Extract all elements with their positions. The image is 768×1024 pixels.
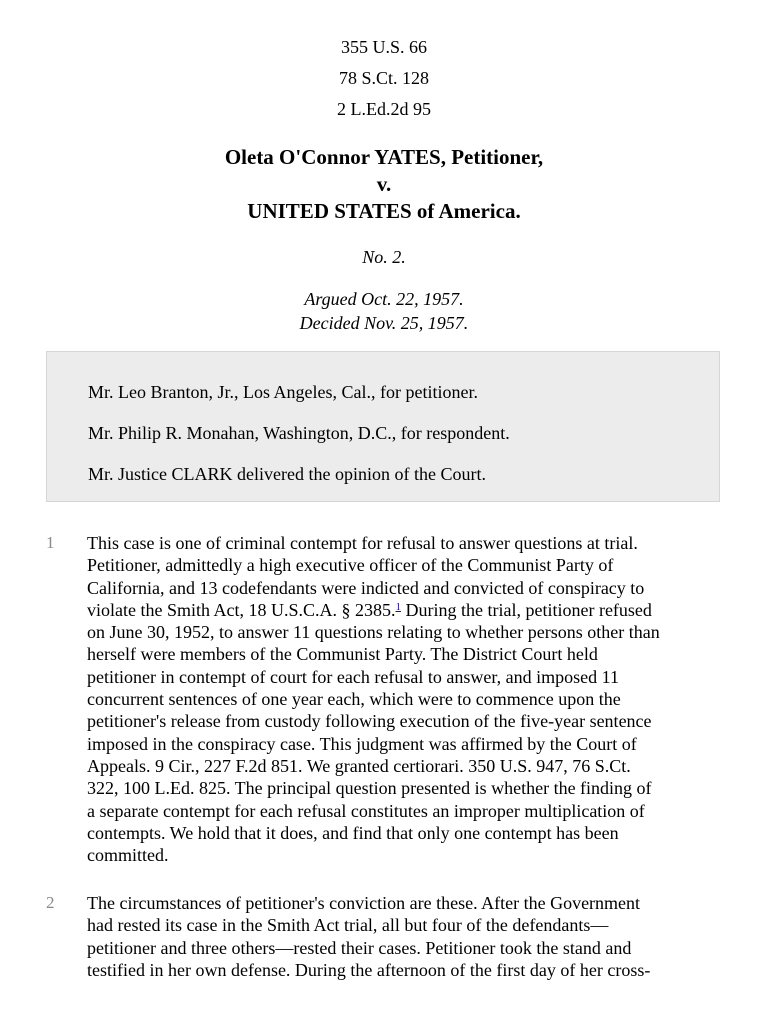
paragraph-number: 2 xyxy=(46,893,55,912)
text-line: California, and 13 codefendants were indicted and convicted of conspiracy to xyxy=(87,577,645,598)
docket-number: No. 2. xyxy=(362,247,406,267)
text-segment: violate the Smith Act, 18 U.S.C.A. § 2385. xyxy=(87,599,396,620)
paragraph-number: 1 xyxy=(46,533,55,552)
text-line: The circumstances of petitioner's conviction are these. After the Government xyxy=(87,893,641,913)
text-line: petitioner in contempt of court for each refusal to answer, and imposed 11 xyxy=(87,666,619,687)
text-line: petitioner and three others—rested their cases. Petitioner took the stand and xyxy=(87,937,632,958)
citation-supreme-court-reporter: 78 S.Ct. 128 xyxy=(338,68,430,88)
footnote-link[interactable]: 1 xyxy=(395,600,401,613)
citation-us-reports: 355 U.S. 66 xyxy=(340,37,427,57)
counsel-box xyxy=(46,351,720,502)
decided-date: Decided Nov. 25, 1957. xyxy=(299,313,469,333)
argued-date: Argued Oct. 22, 1957. xyxy=(304,289,464,309)
text-line: contempts. We hold that it does, and find that only one contempt has been xyxy=(87,822,619,843)
counsel-respondent: Mr. Philip R. Monahan, Washington, D.C., for respondent. xyxy=(88,423,510,443)
case-title-petitioner: Oleta O'Connor YATES, Petitioner, xyxy=(224,145,544,169)
opinion-author: Mr. Justice CLARK delivered the opinion of the Court. xyxy=(88,464,486,484)
text-line: 322, 100 L.Ed. 825. The principal question presented is whether the finding of xyxy=(87,778,652,799)
text-line: had rested its case in the Smith Act trial, all but four of the defendants— xyxy=(87,915,609,936)
text-line-with-footnote xyxy=(87,599,727,621)
case-title-versus: v. xyxy=(376,172,392,196)
paragraph-text xyxy=(87,532,727,866)
text-line: imposed in the conspiracy case. This judgment was affirmed by the Court of xyxy=(87,733,637,754)
text-line: a separate contempt for each refusal constitutes an improper multiplication of xyxy=(87,800,645,821)
paragraph-text xyxy=(87,892,727,981)
text-line: testified in her own defense. During the afternoon of the first day of her cross- xyxy=(87,959,651,980)
citations-block xyxy=(0,32,768,125)
text-line: Appeals. 9 Cir., 227 F.2d 851. We granted certiorari. 350 U.S. 947, 76 S.Ct. xyxy=(87,755,631,776)
text-line: petitioner's release from custody following execution of the five-year sentence xyxy=(87,711,652,732)
text-line: on June 30, 1952, to answer 11 questions relating to whether persons other than xyxy=(87,622,660,643)
case-title-respondent: UNITED STATES of America. xyxy=(247,199,521,223)
text-segment: During the trial, petitioner refused xyxy=(401,599,652,620)
case-dates xyxy=(0,287,768,335)
text-line: herself were members of the Communist Party. The District Court held xyxy=(87,644,598,665)
case-title xyxy=(0,144,768,225)
citation-lawyers-edition: 2 L.Ed.2d 95 xyxy=(337,99,431,119)
text-line: committed. xyxy=(87,845,169,866)
text-line: This case is one of criminal contempt for refusal to answer questions at trial. xyxy=(87,533,638,553)
text-line: Petitioner, admittedly a high executive officer of the Communist Party of xyxy=(87,555,614,576)
counsel-petitioner: Mr. Leo Branton, Jr., Los Angeles, Cal., for petitioner. xyxy=(88,382,478,402)
text-line: concurrent sentences of one year each, which were to commence upon the xyxy=(87,689,621,710)
